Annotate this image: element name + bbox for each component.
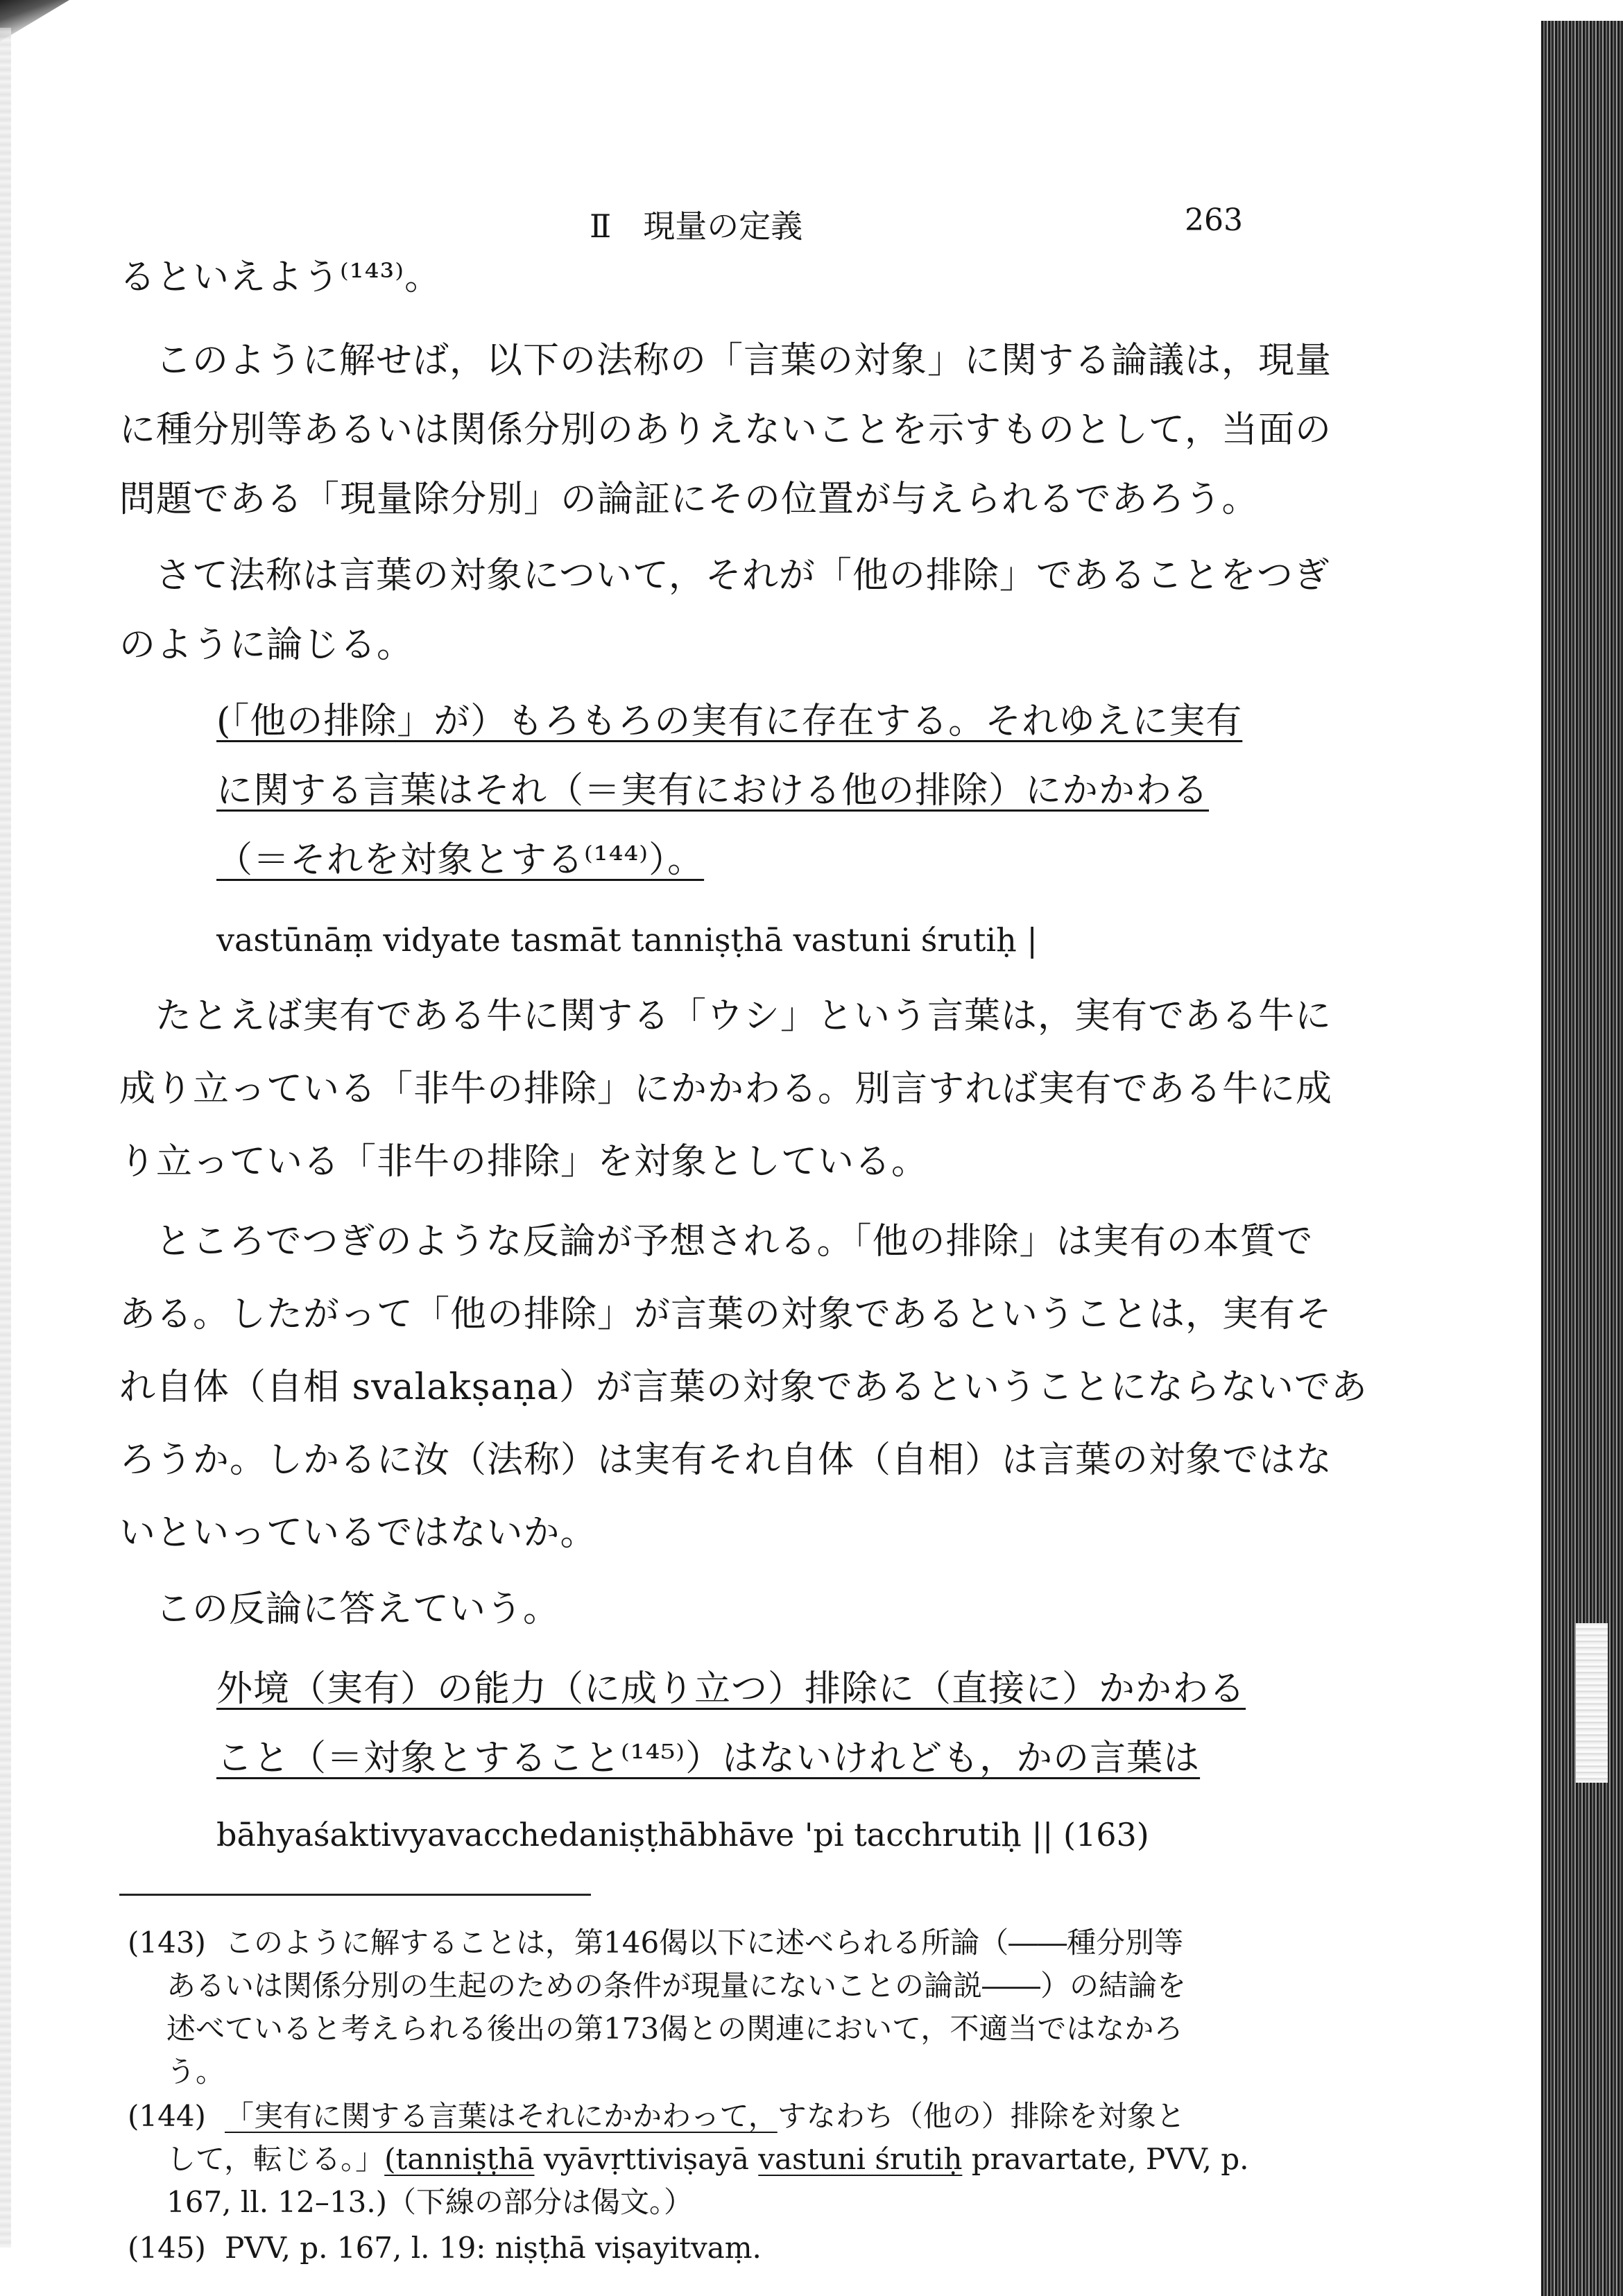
footnote-text: う。 (166, 2055, 225, 2089)
footnote-143 (128, 1921, 1279, 1964)
verse-transliteration: bāhyaśaktivyavacchedaniṣṭhābhāve 'pi tacchrutiḥ || (163) (216, 1816, 1149, 1853)
footnote-145 (128, 2227, 1279, 2270)
footnote-number: (143) (128, 1926, 206, 1960)
body-line: ところでつぎのような反論が予想される。「他の排除」は実有の本質で (155, 1221, 1314, 1262)
footnote-144-line-2 (166, 2138, 1276, 2181)
body-line: に種分別等あるいは関係分別のありえないことを示すものとして，当面の (119, 409, 1332, 451)
chapter-title: Ⅱ 現量の定義 (590, 207, 803, 245)
book-binding-edge (1541, 21, 1623, 2296)
footnote-text: すなわち（他の）排除を対象と (777, 2099, 1185, 2133)
verse-transliteration: vastūnāṃ vidyate tasmāt tanniṣṭhā vastuni śrutiḥ | (216, 921, 1038, 959)
footnote-underlined-text: vastuni śrutiḥ (758, 2142, 963, 2176)
verse-translation-line: （＝それを対象とする⁽¹⁴⁴⁾）。 (216, 839, 705, 881)
body-line: 成り立っている「非牛の排除」にかかわる。別言すれば実有である牛に成 (119, 1068, 1333, 1110)
verse-translation-line: (「他の排除」が）もろもろの実有に存在する。それゆえに実有 (216, 701, 1243, 742)
running-header (0, 201, 1623, 243)
footnote-text: vyāvṛttiviṣayā (534, 2142, 759, 2176)
body-line: このように解せば，以下の法称の「言葉の対象」に関する論議は，現量 (155, 340, 1332, 382)
footnote-rule (119, 1894, 591, 1896)
footnote-number: (144) (128, 2099, 206, 2133)
body-line: のように論じる。 (119, 624, 414, 666)
body-line: り立っている「非牛の排除」を対象としている。 (119, 1141, 929, 1183)
body-line: れ自体（自相 svalakṣaṇa）が言葉の対象であるということにならないであ (119, 1367, 1368, 1408)
body-line: ろうか。しかるに汝（法称）は実有それ自体（自相）は言葉の対象ではな (119, 1439, 1333, 1481)
footnote-underlined-text: 「実有に関する言葉はそれにかかわって， (225, 2099, 778, 2133)
verse-translation-line: こと（＝対象とすること⁽¹⁴⁵⁾）はないけれども，かの言葉は (216, 1738, 1201, 1779)
body-line: ある。したがって「他の排除」が言葉の対象であるということは，実有そ (119, 1294, 1333, 1335)
body-line: いといっているではないか。 (119, 1512, 597, 1554)
footnote-text: あるいは関係分別の生起のための条件が現量にないことの論説――）の結論を (166, 1969, 1187, 2003)
footnote-text: pravartate, PVV, p. (962, 2142, 1249, 2176)
verse-translation-line: 外境（実有）の能力（に成り立つ）排除に（直接に）かかわる (216, 1668, 1246, 1710)
footnote-144 (128, 2095, 1279, 2138)
footnote-text: して，転じる。」 (166, 2142, 385, 2176)
body-line: この反論に答えていう。 (155, 1588, 560, 1630)
footnote-underlined-text: (tanniṣṭhā (384, 2142, 535, 2176)
body-line: るといえよう⁽¹⁴³⁾。 (119, 257, 442, 298)
footnote-text: 述べていると考えられる後出の第173偈との関連において，不適当ではなかろ (166, 2012, 1183, 2046)
body-line: さて法称は言葉の対象について，それが「他の排除」であることをつぎ (155, 555, 1330, 597)
footnote-number: (145) (128, 2231, 206, 2265)
footnote-text: このように解することは，第146偈以下に述べられる所論（――種分別等 (225, 1926, 1184, 1960)
binding-gap (1576, 1623, 1608, 1783)
page-number: 263 (1185, 203, 1243, 238)
footnote-text: PVV, p. 167, l. 19: niṣṭhā viṣayitvaṃ. (225, 2231, 762, 2265)
scan-left-edge (0, 28, 11, 2247)
verse-translation-line: に関する言葉はそれ（＝実有における他の排除）にかかわる (216, 770, 1210, 812)
body-line: 問題である「現量除分別」の論証にその位置が与えられるであろう。 (119, 479, 1259, 520)
footnote-text: 167, ll. 12–13.)（下線の部分は偈文。） (166, 2185, 694, 2219)
body-line: たとえば実有である牛に関する「ウシ」という言葉は，実有である牛に (155, 995, 1332, 1037)
